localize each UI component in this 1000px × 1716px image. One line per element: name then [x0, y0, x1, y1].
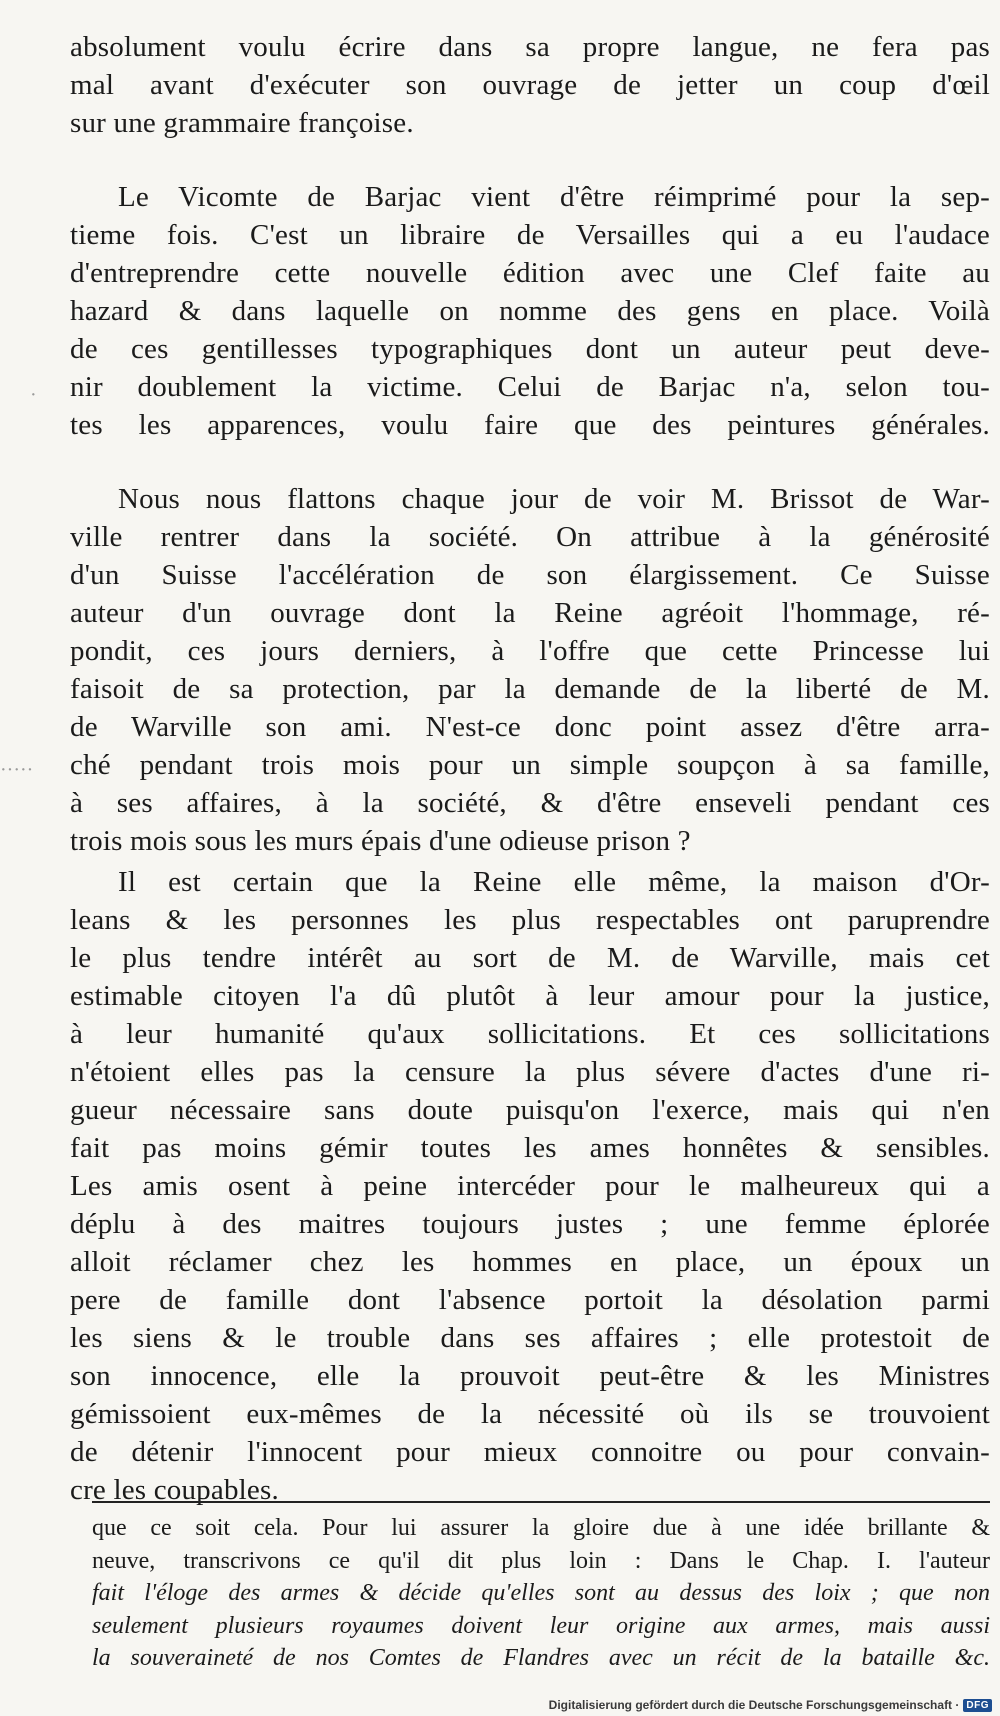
- text-line: tes les apparences, voulu faire que des peintures générales.: [70, 409, 990, 441]
- text-line: de Warville son ami. N'est-ce donc point assez d'être arra-: [70, 711, 990, 743]
- credit-text: Digitalisierung gefördert durch die Deutsche Forschungsgemeinschaft ·: [548, 1698, 960, 1712]
- digitization-credit: [549, 1698, 992, 1712]
- text-line: alloit réclamer chez les hommes en place, un époux un: [70, 1246, 990, 1278]
- text-line: gueur nécessaire sans doute puisqu'on l'exerce, mais qui n'en: [70, 1094, 990, 1126]
- text-line: ville rentrer dans la société. On attribue à la générosité: [70, 521, 990, 553]
- margin-ink-dot: ·: [30, 384, 37, 406]
- text-line: ché pendant trois mois pour un simple soupçon à sa famille,: [70, 749, 990, 781]
- text-line: auteur d'un ouvrage dont la Reine agréoit l'hommage, ré-: [70, 597, 990, 629]
- text-line: Il est certain que la Reine elle même, la maison d'Or-: [118, 866, 990, 898]
- footnote-line: seulement plusieurs royaumes doivent leur origine aux armes, mais aussi: [92, 1612, 990, 1639]
- text-line: pondit, ces jours derniers, à l'offre que cette Princesse lui: [70, 635, 990, 667]
- text-line: mal avant d'exécuter son ouvrage de jetter un coup d'œil: [70, 69, 990, 101]
- text-line: son innocence, elle la prouvoit peut-être & les Ministres: [70, 1360, 990, 1392]
- text-line: trois mois sous les murs épais d'une odieuse prison ?: [70, 825, 691, 857]
- text-line: d'un Suisse l'accélération de son élargissement. Ce Suisse: [70, 559, 990, 591]
- text-line: leans & les personnes les plus respectables ont paruprendre: [70, 904, 990, 936]
- text-line: d'entreprendre cette nouvelle édition avec une Clef faite au: [70, 257, 990, 289]
- margin-ink-mark: ·····: [0, 759, 34, 781]
- text-line: de détenir l'innocent pour mieux connoitre ou pour convain-: [70, 1436, 990, 1468]
- text-line: faisoit de sa protection, par la demande de la liberté de M.: [70, 673, 990, 705]
- footnote-line: fait l'éloge des armes & décide qu'elles sont au dessus des loix ; que non: [92, 1580, 990, 1606]
- text-line: n'étoient elles pas la censure la plus sévere d'actes d'une ri-: [70, 1056, 990, 1088]
- text-line: Les amis osent à peine intercéder pour le malheureux qui a: [70, 1170, 990, 1202]
- text-line: estimable citoyen l'a dû plutôt à leur amour pour la justice,: [70, 980, 990, 1012]
- text-line: de ces gentillesses typographiques dont un auteur peut deve-: [70, 333, 990, 365]
- text-line: Le Vicomte de Barjac vient d'être réimprimé pour la sep-: [118, 181, 990, 213]
- text-line: cre les coupables.: [70, 1474, 279, 1506]
- footnote-line: neuve, transcrivons ce qu'il dit plus loin : Dans le Chap. I. l'auteur: [92, 1547, 990, 1574]
- main-text-block: [70, 28, 990, 1509]
- text-line: nir doublement la victime. Celui de Barjac n'a, selon tou-: [70, 371, 990, 403]
- footnote-block: [92, 1512, 990, 1675]
- paragraph-gap: [70, 142, 990, 178]
- text-line: tieme fois. C'est un libraire de Versailles qui a eu l'audace: [70, 219, 990, 251]
- text-line: à ses affaires, à la société, & d'être enseveli pendant ces: [70, 787, 990, 819]
- text-line: sur une grammaire françoise.: [70, 107, 414, 139]
- footnote-separator: [92, 1501, 990, 1503]
- text-line: fait pas moins gémir toutes les ames honnêtes & sensibles.: [70, 1132, 990, 1164]
- text-line: les siens & le trouble dans ses affaires ; elle protestoit de: [70, 1322, 990, 1354]
- footnote-line: que ce soit cela. Pour lui assurer la gloire due à une idée brillante &: [92, 1515, 990, 1541]
- footnote-line: la souveraineté de nos Comtes de Flandres avec un récit de la bataille &c.: [92, 1645, 990, 1671]
- text-line: gémissoient eux-mêmes de la nécessité où ils se trouvoient: [70, 1398, 990, 1430]
- text-line: absolument voulu écrire dans sa propre langue, ne fera pas: [70, 31, 990, 63]
- text-line: le plus tendre intérêt au sort de M. de Warville, mais cet: [70, 942, 990, 974]
- paragraph-gap: [70, 444, 990, 480]
- text-line: hazard & dans laquelle on nomme des gens en place. Voilà: [70, 295, 990, 327]
- text-line: pere de famille dont l'absence portoit la désolation parmi: [70, 1284, 990, 1316]
- text-line: Nous nous flattons chaque jour de voir M. Brissot de War-: [118, 483, 990, 515]
- text-line: déplu à des maitres toujours justes ; une femme éplorée: [70, 1208, 990, 1240]
- text-line: à leur humanité qu'aux sollicitations. Et ces sollicitations: [70, 1018, 990, 1050]
- dfg-logo: DFG: [963, 1699, 992, 1712]
